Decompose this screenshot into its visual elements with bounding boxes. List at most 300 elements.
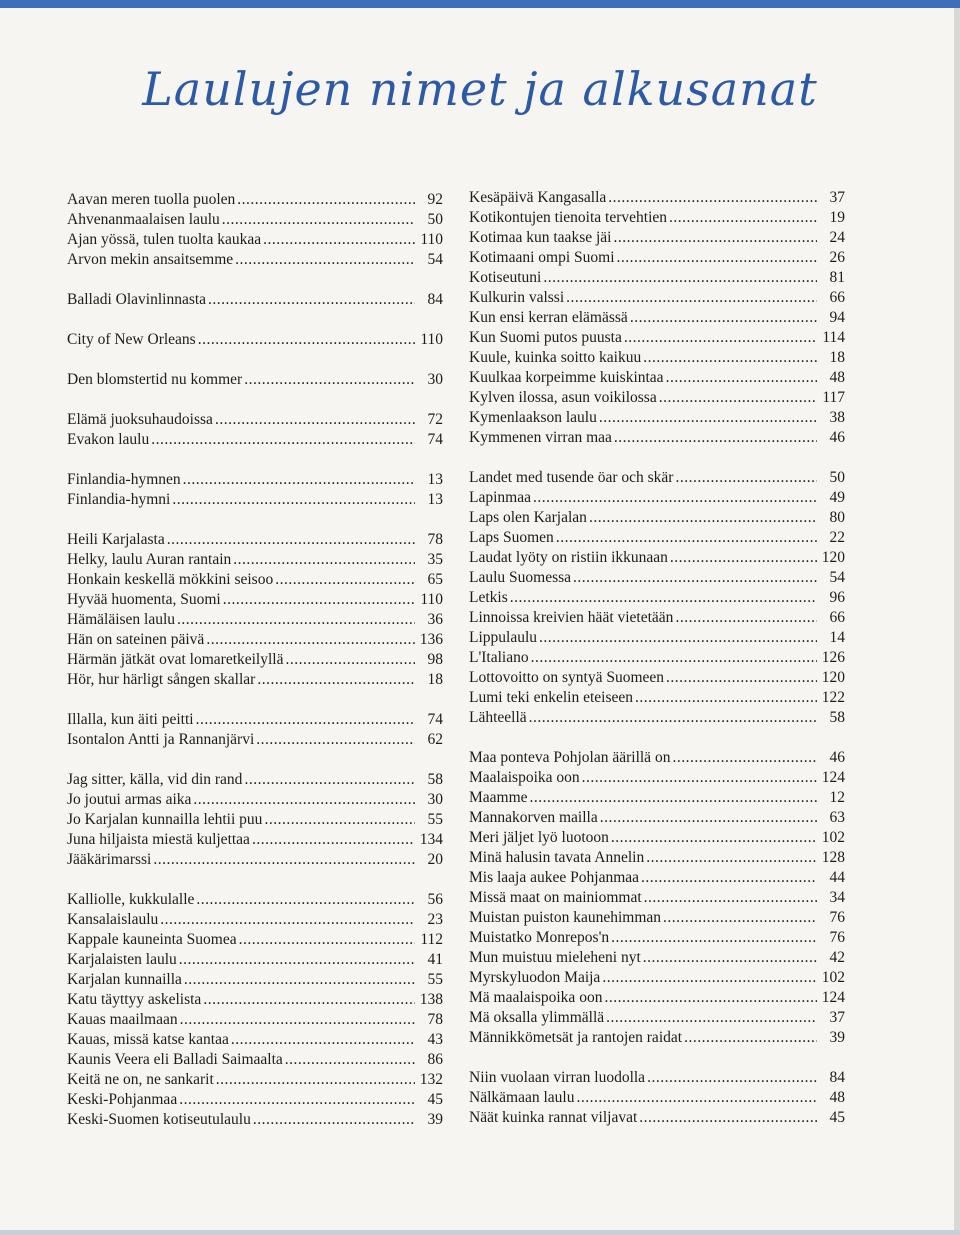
leader-dots xyxy=(198,330,415,350)
index-letter-group xyxy=(67,710,443,750)
page-number: 102 xyxy=(821,829,845,846)
leader-dots xyxy=(614,428,817,448)
index-entry xyxy=(469,928,845,948)
page-number: 43 xyxy=(427,1031,443,1048)
index-entry xyxy=(67,410,443,430)
index-entry xyxy=(67,290,443,310)
song-title: Maa ponteva Pohjolan äärillä on xyxy=(469,749,671,766)
leader-dots xyxy=(256,730,415,750)
index-letter-group xyxy=(67,410,443,450)
index-entry xyxy=(469,868,845,888)
leader-dots xyxy=(643,948,817,968)
page-number: 92 xyxy=(427,191,443,208)
page-number: 18 xyxy=(427,671,443,688)
song-title: Näät kuinka rannat viljavat xyxy=(469,1109,638,1126)
leader-dots xyxy=(663,908,817,928)
leader-dots xyxy=(670,548,817,568)
leader-dots xyxy=(223,590,415,610)
song-title: City of New Orleans xyxy=(67,331,196,348)
leader-dots xyxy=(233,550,415,570)
page-number: 76 xyxy=(829,929,845,946)
song-title: Evakon laulu xyxy=(67,431,150,448)
page-number: 78 xyxy=(427,1011,443,1028)
index-entry xyxy=(67,1090,443,1110)
page-number: 120 xyxy=(821,669,845,686)
page-number: 72 xyxy=(427,411,443,428)
index-entry xyxy=(67,1110,443,1130)
page-number: 110 xyxy=(420,591,443,608)
leader-dots xyxy=(604,988,817,1008)
leader-dots xyxy=(666,668,817,688)
page-number: 30 xyxy=(427,371,443,388)
page-number: 34 xyxy=(829,889,845,906)
page-number: 50 xyxy=(427,211,443,228)
index-entry xyxy=(67,250,443,270)
leader-dots xyxy=(179,950,415,970)
song-title: Jag sitter, källa, vid din rand xyxy=(67,771,243,788)
song-title: Kun ensi kerran elämässä xyxy=(469,309,628,326)
song-title: Isontalon Antti ja Rannanjärvi xyxy=(67,731,255,748)
index-entry xyxy=(469,1088,845,1108)
song-title: Hyvää huomenta, Suomi xyxy=(67,591,221,608)
song-title: Landet med tusende öar och skär xyxy=(469,469,674,486)
leader-dots xyxy=(285,1050,415,1070)
song-title: Mä oksalla ylimmällä xyxy=(469,1009,605,1026)
song-title: Laulu Suomessa xyxy=(469,569,572,586)
song-title: Ajan yössä, tulen tuolta kaukaa xyxy=(67,231,262,248)
leader-dots xyxy=(239,930,415,950)
song-title: Helky, laulu Auran rantain xyxy=(67,551,232,568)
song-title: Kauas, missä katse kantaa xyxy=(67,1031,229,1048)
song-title: Jo joutui armas aika xyxy=(67,791,192,808)
leader-dots xyxy=(556,528,817,548)
leader-dots xyxy=(237,190,415,210)
index-entry xyxy=(469,608,845,628)
leader-dots xyxy=(203,990,415,1010)
leader-dots xyxy=(630,308,817,328)
leader-dots xyxy=(231,1030,415,1050)
song-title: Linnoissa kreivien häät vietetään xyxy=(469,609,674,626)
leader-dots xyxy=(647,1068,817,1088)
song-title: Kappale kauneinta Suomea xyxy=(67,931,237,948)
leader-dots xyxy=(533,488,817,508)
index-entry xyxy=(469,408,845,428)
index-entry xyxy=(67,930,443,950)
index-column-left xyxy=(67,190,443,1150)
page-number: 114 xyxy=(822,329,845,346)
leader-dots xyxy=(639,1108,817,1128)
index-entry xyxy=(469,948,845,968)
song-title: Hör, hur härligt sången skallar xyxy=(67,671,256,688)
leader-dots xyxy=(613,228,817,248)
leader-dots xyxy=(529,708,817,728)
index-entry xyxy=(67,850,443,870)
index-entry xyxy=(67,910,443,930)
index-entry xyxy=(469,468,845,488)
song-title: Mannakorven mailla xyxy=(469,809,598,826)
page-number: 37 xyxy=(829,189,845,206)
song-title: Letkis xyxy=(469,589,508,606)
index-entry xyxy=(67,430,443,450)
song-title: Kotimaani ompi Suomi xyxy=(469,249,615,266)
page-number: 39 xyxy=(829,1029,845,1046)
song-title: Kulkurin valssi xyxy=(469,289,565,306)
page-number: 124 xyxy=(821,769,845,786)
index-entry xyxy=(67,890,443,910)
page-number: 22 xyxy=(829,529,845,546)
scan-top-edge xyxy=(0,0,960,8)
song-title: Meri jäljet lyö luotoon xyxy=(469,829,609,846)
page-number: 86 xyxy=(427,1051,443,1068)
index-entry xyxy=(469,328,845,348)
song-title: Niin vuolaan virran luodolla xyxy=(469,1069,646,1086)
page-number: 50 xyxy=(829,469,845,486)
leader-dots xyxy=(573,568,817,588)
leader-dots xyxy=(608,188,817,208)
index-entry xyxy=(469,908,845,928)
leader-dots xyxy=(666,368,817,388)
index-entry xyxy=(67,190,443,210)
song-title: Elämä juoksuhaudoissa xyxy=(67,411,213,428)
leader-dots xyxy=(151,430,415,450)
song-title: Kalliolle, kukkulalle xyxy=(67,891,195,908)
page-number: 18 xyxy=(829,349,845,366)
page-number: 42 xyxy=(829,949,845,966)
index-entry xyxy=(469,668,845,688)
index-entry xyxy=(469,508,845,528)
index-entry xyxy=(67,990,443,1010)
song-title: Ahvenanmaalaisen laulu xyxy=(67,211,220,228)
page-number: 134 xyxy=(419,831,443,848)
leader-dots xyxy=(635,688,817,708)
song-title: Lapinmaa xyxy=(469,489,531,506)
song-title: Lippulaulu xyxy=(469,629,538,646)
page-number: 54 xyxy=(427,251,443,268)
index-letter-group xyxy=(67,530,443,690)
song-title: Kun Suomi putos puusta xyxy=(469,329,622,346)
index-entry xyxy=(67,1010,443,1030)
index-entry xyxy=(67,650,443,670)
page-number: 66 xyxy=(829,609,845,626)
page-number: 35 xyxy=(427,551,443,568)
page-number: 120 xyxy=(821,549,845,566)
leader-dots xyxy=(257,670,415,690)
index-entry xyxy=(469,308,845,328)
index-entry xyxy=(469,828,845,848)
leader-dots xyxy=(576,1088,817,1108)
page-number: 136 xyxy=(419,631,443,648)
leader-dots xyxy=(275,570,415,590)
index-entry xyxy=(67,830,443,850)
leader-dots xyxy=(539,628,817,648)
song-title: L'Italiano xyxy=(469,649,529,666)
scan-right-edge xyxy=(954,8,960,1235)
leader-dots xyxy=(184,970,415,990)
leader-dots xyxy=(672,748,817,768)
index-entry xyxy=(67,730,443,750)
page-number: 45 xyxy=(427,1091,443,1108)
leader-dots xyxy=(641,868,817,888)
index-column-right xyxy=(469,188,845,1148)
song-title: Katu täyttyy askelista xyxy=(67,991,202,1008)
index-entry xyxy=(469,708,845,728)
page-number: 26 xyxy=(829,249,845,266)
song-title: Honkain keskellä mökkini seisoo xyxy=(67,571,274,588)
page-number: 48 xyxy=(829,369,845,386)
index-entry xyxy=(67,490,443,510)
song-title: Hämäläisen laulu xyxy=(67,611,176,628)
page-number: 128 xyxy=(821,849,845,866)
index-entry xyxy=(67,970,443,990)
index-entry xyxy=(469,548,845,568)
song-title: Kotiseutuni xyxy=(469,269,542,286)
index-letter-group xyxy=(67,290,443,310)
song-title: Keski-Pohjanmaa xyxy=(67,1091,178,1108)
page-number: 81 xyxy=(829,269,845,286)
song-title: Kuulkaa korpeimme kuiskintaa xyxy=(469,369,664,386)
song-title: Minä halusin tavata Annelin xyxy=(469,849,645,866)
index-entry xyxy=(469,688,845,708)
page-number: 55 xyxy=(427,971,443,988)
index-entry xyxy=(469,288,845,308)
index-entry xyxy=(469,848,845,868)
page-number: 56 xyxy=(427,891,443,908)
leader-dots xyxy=(244,370,415,390)
song-title: Laudat lyöty on ristiin ikkunaan xyxy=(469,549,668,566)
song-title: Arvon mekin ansaitsemme xyxy=(67,251,234,268)
page-number: 37 xyxy=(829,1009,845,1026)
leader-dots xyxy=(222,210,415,230)
index-entry xyxy=(67,670,443,690)
index-entry xyxy=(67,330,443,350)
leader-dots xyxy=(286,650,416,670)
song-title: Finlandia-hymnen xyxy=(67,471,181,488)
song-title: Karjalaisten laulu xyxy=(67,951,177,968)
page-number: 102 xyxy=(821,969,845,986)
leader-dots xyxy=(215,410,415,430)
song-title: Jo Karjalan kunnailla lehtii puu xyxy=(67,811,263,828)
page-number: 110 xyxy=(420,331,443,348)
index-entry xyxy=(67,530,443,550)
song-title: Laps olen Karjalan xyxy=(469,509,587,526)
index-entry xyxy=(469,368,845,388)
index-entry xyxy=(67,1050,443,1070)
index-letter-group xyxy=(469,468,845,728)
index-entry xyxy=(469,808,845,828)
index-entry xyxy=(469,768,845,788)
song-title: Kotikontujen tienoita tervehtien xyxy=(469,209,668,226)
index-letter-group xyxy=(67,330,443,350)
index-entry xyxy=(67,950,443,970)
index-entry xyxy=(67,370,443,390)
song-title: Illalla, kun äiti peitti xyxy=(67,711,194,728)
leader-dots xyxy=(172,490,415,510)
page-number: 14 xyxy=(829,629,845,646)
song-title: Maamme xyxy=(469,789,528,806)
index-entry xyxy=(67,470,443,490)
index-letter-group xyxy=(67,190,443,270)
song-title: Kansalaislaulu xyxy=(67,911,159,928)
page-number: 48 xyxy=(829,1089,845,1106)
page-number: 36 xyxy=(427,611,443,628)
leader-dots xyxy=(208,290,415,310)
index-entry xyxy=(67,630,443,650)
leader-dots xyxy=(510,588,817,608)
song-title: Den blomstertid nu kommer xyxy=(67,371,243,388)
page-number: 84 xyxy=(427,291,443,308)
leader-dots xyxy=(253,1110,415,1130)
leader-dots xyxy=(183,470,415,490)
leader-dots xyxy=(644,888,817,908)
page-number: 49 xyxy=(829,489,845,506)
song-title: Keski-Suomen kotiseutulaulu xyxy=(67,1111,251,1128)
song-title: Härmän jätkät ovat lomaretkeilyllä xyxy=(67,651,284,668)
page-number: 44 xyxy=(829,869,845,886)
leader-dots xyxy=(602,968,817,988)
index-entry xyxy=(469,348,845,368)
page-number: 76 xyxy=(829,909,845,926)
song-title: Balladi Olavinlinnasta xyxy=(67,291,207,308)
leader-dots xyxy=(530,788,817,808)
index-entry xyxy=(67,590,443,610)
song-title: Aavan meren tuolla puolen xyxy=(67,191,236,208)
leader-dots xyxy=(263,230,415,250)
index-entry xyxy=(469,628,845,648)
index-entry xyxy=(67,210,443,230)
index-entry xyxy=(469,568,845,588)
page-number: 96 xyxy=(829,589,845,606)
page-number: 63 xyxy=(829,809,845,826)
index-entry xyxy=(469,1008,845,1028)
page-number: 122 xyxy=(821,689,845,706)
page-number: 54 xyxy=(829,569,845,586)
index-entry xyxy=(469,388,845,408)
song-title: Keitä ne on, ne sankarit xyxy=(67,1071,214,1088)
page-number: 46 xyxy=(829,429,845,446)
index-entry xyxy=(469,188,845,208)
page-number: 23 xyxy=(427,911,443,928)
page-number: 138 xyxy=(419,991,443,1008)
page-title: Laulujen nimet ja alkusanat xyxy=(142,62,818,116)
page-number: 24 xyxy=(829,229,845,246)
index-entry xyxy=(469,968,845,988)
page-number: 110 xyxy=(420,231,443,248)
index-entry xyxy=(469,248,845,268)
index-entry xyxy=(469,1068,845,1088)
song-title: Maalaispoika oon xyxy=(469,769,580,786)
index-entry xyxy=(67,610,443,630)
index-letter-group xyxy=(67,370,443,390)
song-title: Kesäpäivä Kangasalla xyxy=(469,189,607,206)
leader-dots xyxy=(543,268,817,288)
leader-dots xyxy=(684,1028,817,1048)
index-letter-group xyxy=(469,748,845,1048)
leader-dots xyxy=(252,830,415,850)
page-number: 39 xyxy=(427,1111,443,1128)
page-number: 112 xyxy=(420,931,443,948)
song-title: Kymenlaakson laulu xyxy=(469,409,597,426)
song-title: Lähteellä xyxy=(469,709,527,726)
index-entry xyxy=(67,550,443,570)
leader-dots xyxy=(177,610,415,630)
index-entry xyxy=(67,1070,443,1090)
leader-dots xyxy=(531,648,817,668)
leader-dots xyxy=(566,288,817,308)
leader-dots xyxy=(193,790,415,810)
song-title: Mun muistuu mieleheni nyt xyxy=(469,949,641,966)
song-title: Myrskyluodon Maija xyxy=(469,969,601,986)
song-title: Jääkärimarssi xyxy=(67,851,152,868)
index-entry xyxy=(67,570,443,590)
page-number: 45 xyxy=(829,1109,845,1126)
song-title: Kauas maailmaan xyxy=(67,1011,178,1028)
page-number: 117 xyxy=(822,389,845,406)
leader-dots xyxy=(675,468,817,488)
index-entry xyxy=(469,888,845,908)
leader-dots xyxy=(196,890,415,910)
index-entry xyxy=(469,588,845,608)
song-title: Kotimaa kun taakse jäi xyxy=(469,229,612,246)
index-entry xyxy=(469,988,845,1008)
index-entry xyxy=(469,1028,845,1048)
song-title: Kuule, kuinka soitto kaikuu xyxy=(469,349,642,366)
song-title: Mä maalaispoika oon xyxy=(469,989,603,1006)
song-title: Finlandia-hymni xyxy=(67,491,171,508)
index-entry xyxy=(67,230,443,250)
leader-dots xyxy=(624,328,817,348)
page-number: 30 xyxy=(427,791,443,808)
page-number: 74 xyxy=(427,711,443,728)
page-number: 46 xyxy=(829,749,845,766)
index-letter-group xyxy=(67,770,443,870)
leader-dots xyxy=(244,770,415,790)
scan-bottom-edge xyxy=(0,1230,960,1235)
leader-dots xyxy=(643,348,817,368)
index-entry xyxy=(469,788,845,808)
leader-dots xyxy=(206,630,415,650)
page-number: 98 xyxy=(427,651,443,668)
song-title: Missä maat on mainiommat xyxy=(469,889,642,906)
leader-dots xyxy=(600,808,817,828)
leader-dots xyxy=(599,408,817,428)
leader-dots xyxy=(589,508,817,528)
song-title: Hän on sateinen päivä xyxy=(67,631,205,648)
leader-dots xyxy=(180,1010,415,1030)
index-entry xyxy=(469,428,845,448)
page-number: 94 xyxy=(829,309,845,326)
page-number: 132 xyxy=(419,1071,443,1088)
index-letter-group xyxy=(469,188,845,448)
index-entry xyxy=(469,208,845,228)
index-letter-group xyxy=(67,890,443,1130)
index-entry xyxy=(469,648,845,668)
page-number: 13 xyxy=(427,491,443,508)
page-number: 12 xyxy=(829,789,845,806)
song-title: Karjalan kunnailla xyxy=(67,971,182,988)
page-number: 58 xyxy=(427,771,443,788)
index-entry xyxy=(469,228,845,248)
page-number: 80 xyxy=(829,509,845,526)
index-entry xyxy=(469,488,845,508)
index-letter-group xyxy=(67,470,443,510)
page-number: 38 xyxy=(829,409,845,426)
song-title: Mis laaja aukee Pohjanmaa xyxy=(469,869,640,886)
leader-dots xyxy=(196,710,415,730)
index-entry xyxy=(67,770,443,790)
song-title: Kymmenen virran maa xyxy=(469,429,612,446)
index-entry xyxy=(469,268,845,288)
song-title: Lottovoitto on syntyä Suomeen xyxy=(469,669,665,686)
